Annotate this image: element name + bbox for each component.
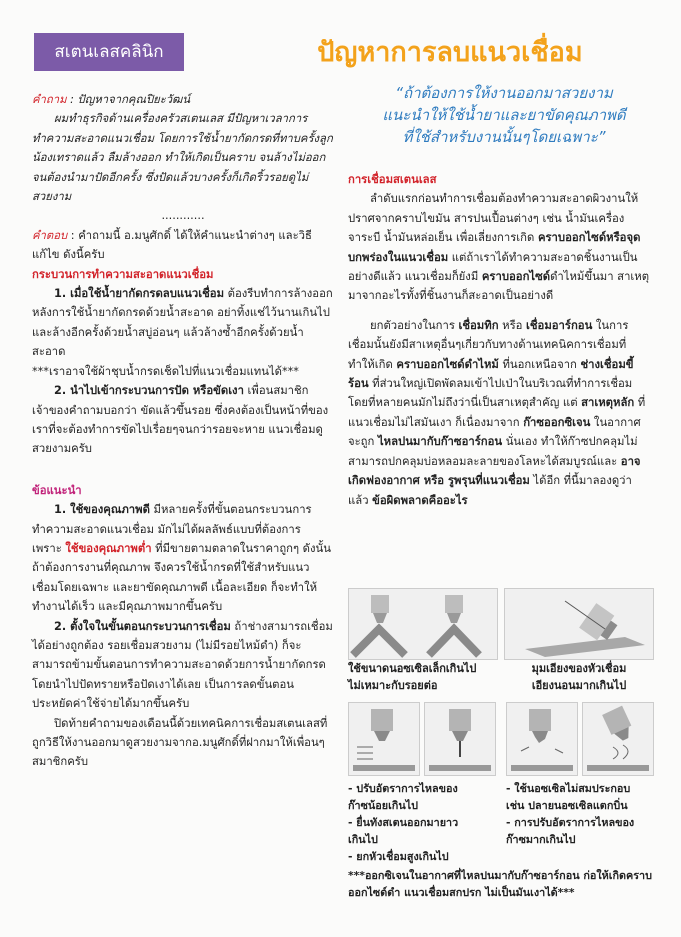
right-paragraph-1 [348,189,652,305]
bold-run: อาจเกิดฟองอากาศ หรือ รูพรุนที่แนวเชื่อม [348,454,641,488]
advice-1-bold: 1. ใช้ของคุณภาพดี [54,503,150,517]
caption-line: ก๊าซมากเกินไป [506,833,576,846]
quote-line: ที่ใช้สำหรับงานนั้นๆโดยเฉพาะ” [402,128,606,146]
bold-run: เชื่อมอาร์กอน [526,318,593,332]
question-body: ผมทำธุรกิจด้านเครื่องครัวสเตนเลส มีปัญหาเวลาการทำความสะอาดแนวเชื่อม โดยการใช้น้ำยากัดกรดที่ทาบครั้งลูกน้องเทราดแล้ว ลืมล้างออก ทำให้เกิดเป็นคราบ จนล้างไม่ออก จนต้องนำมาปัดอีกครั้ง ซึ่งปัดแล้วบางครั้งก็เกิดริ้วรอยดูไม่สวยงาม [32,112,333,204]
bottom-note: ***ออกซิเจนในอากาศที่ไหลปนมากับก๊าซอาร์กอน ก่อให้เกิดคราบออกไซด์ดำ แนวเชื่อมสกปรก ไม่เป็นมันเงาได้*** [348,869,652,899]
caption-line: - การปรับอัตราการไหลของ [506,816,635,829]
torch-angle-illustration [504,588,654,660]
figure-4-images [506,702,654,776]
process-title: กระบวนการทำความสะอาดแนวเชื่อม [32,267,214,281]
bold-run: ช่างเชื่อมขี้ร้อน [348,357,634,391]
advice-2 [32,617,334,714]
separator: ............ [161,209,205,223]
caption-line: เอียงนอนมากเกินไป [531,679,627,692]
excess-flow-illustration [582,702,654,776]
answer-head: : คำถามนี้ อ.มนูศักดิ์ ได้ให้คำแนะนำต่างๆ และวิธีแก้ไข ดังนี้ครับ [32,228,312,262]
text-run: ที่นอกเหนือจาก [498,357,581,371]
process-step-2-text: เพื่อนสมาชิกเจ้าของคำถามบอกว่า ขัดแล้วขึ้นรอย ซึ่งคงต้องเป็นหน้าที่ของเราที่จะต้องทำการขัดไปเรื่อยๆจนกว่ารอยจะหาย แนวเชื่อมดูสวยงามครับ [32,384,329,456]
process-note: ***เราอาจใช้ผ้าชุบน้ำกรดเช็ดไปที่แนวเชื่อมแทนได้*** [32,364,299,378]
right-column [348,170,652,510]
figure-1-caption [348,660,498,694]
figure-2-caption [504,660,654,694]
caption-line: ใช้ขนาดนอซเซิลเล็กเกินไป [348,662,477,675]
gas-flow-illustration [348,702,420,776]
question-label: คำถาม [32,93,67,106]
answer [32,226,334,265]
answer-label: คำตอบ [32,228,68,242]
process-step-1 [32,284,334,362]
advice-1-text: มีหลายครั้งที่ขั้นตอนกระบวนการทำความสะอาดแนวเชื่อม มักไม่ได้ผลลัพธ์แบบที่ต้องการ เพราะ [32,503,312,555]
page-title: ปัญหาการลบแนวเชื่อม [317,37,583,68]
nozzle-small-illustration [348,588,498,660]
bold-run: ก๊าซออกซิเจน [523,415,591,429]
caption-line: - ใช้นอซเซิลไม่สมประกอบ [506,782,631,795]
bold-run: ข้อผิดพลาดคืออะไร [372,493,468,507]
caption-line: ก๊าซน้อยเกินไป [348,799,419,812]
quote-line: “ถ้าต้องการให้งานออกมาสวยงาม [395,84,613,102]
caption-line: ไม่เหมาะกับรอยต่อ [348,679,438,692]
text-run: ที่แนวเชื่อมไม่ไสมันเงา ก็เนื่องมาจาก [348,396,646,429]
left-column [32,90,334,772]
text-run: ดำไหม้ขึ้นมา สาเหตุมาจากอะไรทั้งที่ชิ้นงานก็สะอาดเป็นอย่างดี [348,270,650,303]
advice-1-text-2: ที่มีขายตามตลาดในราคาถูกๆ ดังนั้นถ้าต้องการงานที่คุณภาพ จึงควรใช้น้ำกรดที่ใช้สำหรับแนวเชื่อมโดยเฉพาะ และยาขัดคุณภาพดี เนื้อละเอียด ก็จะทำให้ทำงานได้เร็ว และมีคุณภาพมากขึ้นครับ [32,541,331,614]
text-run: ในอากาศจะถูก [348,415,641,449]
text-run: นั่นเอง ทำให้ก๊าซปกคลุมไม่สามารถปกคลุมบ่อหลอมละลายของโลหะได้สมบูรณ์และ [348,435,638,468]
advice-2-text: ถ้าช่างสามารถเชื่อมได้อย่างถูกต้อง รอยเชื่อมสวยงาม (ไม่มีรอยไหม้ดำ) ก็จะสามารถข้ามขั้นตอนการทำความสะอาดด้วยการน้ำยากัดกรด โดยนำไปปัดทรายหรือปัดเงาได้เลย เป็นการลดขั้นตอน ประหยัดค่าใช้จ่ายได้มากขึ้นครับ [32,619,333,711]
caption-line: เกินไป [348,833,378,846]
closing-paragraph: ปิดท้ายคำถามของเดือนนี้ด้วยเทคนิคการเชื่อมสเตนเลสที่ถูกวิธีให้งานออกมาดูสวยงามจากอ.มนูศักดิ์ที่ฝากมาให้เพื่อนๆสมาชิกครับ [32,716,328,769]
advice-1-red: ใช้ของคุณภาพต่ำ [65,541,152,555]
bold-run: คราบออกไซด์หรือจุดบกพร่องในแนวเชื่อม [348,231,641,264]
text-run: หรือ [498,318,527,332]
text-run: ลำดับแรกก่อนทำการเชื่อมต้องทำความสะอาดผิวงานให้ปราศจากคราบไขมัน สารปนเปื้อนต่างๆ เช่น น้ำมันเครื่องจาระบี น้ำมันหล่อเย็น เพื่อเลี่ยงการเกิด [348,192,639,245]
figure-2-block [504,588,654,694]
process-step-1-text: ต้องรีบทำการล้างออกหลังการใช้น้ำยากัดกรดด้วยน้ำสะอาด อย่าทิ้งแช่ไว้นานเกินไป และล้างอีกครั้งด้วยน้ำสบู่อ่อนๆ แล้วล้างซ้ำอีกครั้งด้วยน้ำสะอาด [32,287,333,359]
caption-line: - ปรับอัตราการไหลของ [348,782,458,795]
figure-3-caption [348,780,496,865]
bold-run: คราบออกไซด์ดำไหม้ [396,357,499,371]
question [32,90,334,109]
caption-line: มุมเอียงของหัวเชื่อม [531,662,627,675]
broken-nozzle-illustration [506,702,578,776]
advice-1 [32,500,334,616]
caption-line: - ยื่นทังสเตนออกมายาว [348,816,459,829]
text-run: ได้อีก ที่นี้มาลองดูว่าแล้ว [348,474,632,507]
process-step-1-bold: 1. เมื่อใช้น้ำยากัดกรดลบแนวเชื่อม [54,287,225,301]
text-run: ยกตัวอย่างในการ [370,318,459,332]
figure-4-caption [506,780,654,865]
caption-line: - ยกหัวเชื่อมสูงเกินไป [348,850,449,863]
right-section-title: การเชื่อมสเตนเลส [348,173,437,186]
question-head: : ปัญหาจากคุณปิยะวัฒน์ [66,93,191,106]
figure-3-images [348,702,496,776]
bold-run: สาเหตุหลัก [581,396,635,410]
figure-area [348,588,654,901]
text-run: ในการเชื่อมนั้นยังมีสาเหตุอื่นๆเกี่ยวกับทางด้านเทคนิคการเชื่อมที่ทำให้เกิด [348,318,629,371]
pull-quote [358,82,650,148]
caption-line: เช่น ปลายนอซเซิลแตกบิ่น [506,799,628,812]
right-paragraph-2 [348,316,652,510]
text-run: แต่ถ้าเราได้ทำความสะอาดชิ้นงานเป็นอย่างดีแล้ว แนวเชื่อมก็ยังมี [348,250,638,284]
advice-title: ข้อแนะนำ [32,483,82,497]
text-run: ที่ส่วนใหญ่เปิดพัดลมเข้าไปเป่าในบริเวณที่ทำการเชื่อมโดยที่หลายคนมักไม่ถึงว่านี่เป็นสาเหตุสำคัญ แต่ [348,377,633,410]
bold-run: เชื่อมทิก [458,318,499,332]
bold-run: คราบออกไซด์ [481,270,551,284]
quote-line: แนะนำให้ใช้น้ำยาและยาขัดคุณภาพดี [382,106,626,124]
figure-1-block [348,588,498,694]
bold-run: ไหลปนมากับก๊าซอาร์กอน [377,435,503,449]
tungsten-stickout-illustration [424,702,496,776]
section-badge: สเตนเลสคลินิก [34,33,184,71]
advice-2-bold: 2. ตั้งใจในขั้นตอนกระบวนการเชื่อม [54,619,231,633]
process-step-2 [32,381,334,459]
process-step-2-bold: 2. นำไปเข้ากระบวนการปัด หรือขัดเงา [54,384,244,398]
